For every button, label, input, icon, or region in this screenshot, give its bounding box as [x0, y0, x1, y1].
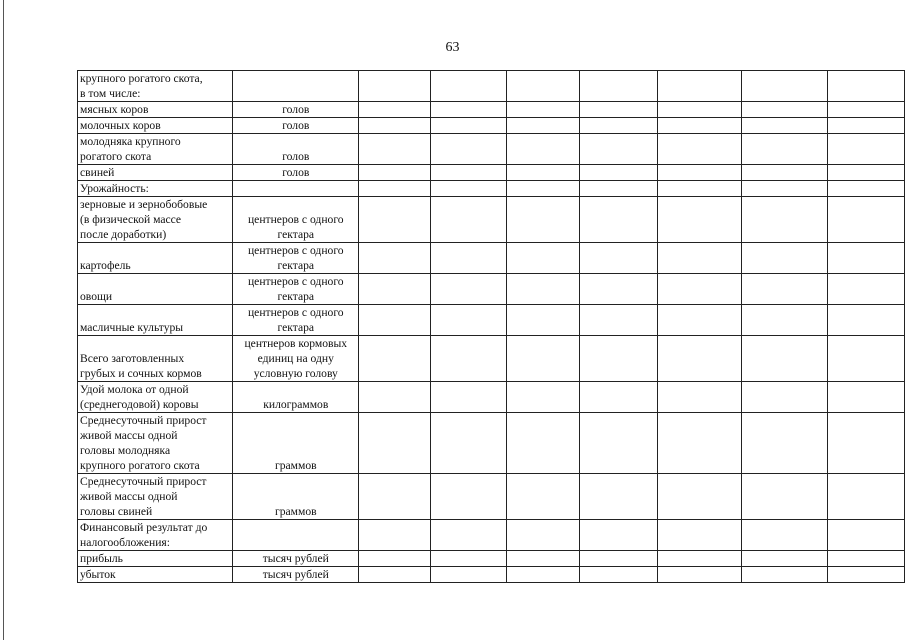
value-cell [359, 382, 430, 413]
unit-cell [233, 134, 359, 165]
value-cell [430, 567, 506, 583]
value-cell [827, 134, 904, 165]
unit-cell [233, 413, 359, 474]
indicator-name-cell [78, 382, 233, 413]
table-row [78, 474, 905, 520]
value-cell [657, 336, 742, 382]
value-cell [827, 165, 904, 181]
value-cell [430, 474, 506, 520]
unit-line: голов [282, 103, 310, 116]
value-cell [742, 520, 827, 551]
value-cell [742, 336, 827, 382]
unit-cell [233, 520, 359, 551]
unit-line: центнеров с одного [247, 244, 344, 257]
value-cell [506, 181, 579, 197]
value-cell [579, 336, 657, 382]
table-row [78, 243, 905, 274]
value-cell [827, 274, 904, 305]
unit-line: граммов [274, 505, 317, 518]
table-row [78, 274, 905, 305]
value-cell [359, 474, 430, 520]
value-cell [657, 567, 742, 583]
indicator-name-cell [78, 134, 233, 165]
indicator-name-line: Финансовый результат до [80, 521, 208, 534]
unit-cell [233, 474, 359, 520]
value-cell [506, 551, 579, 567]
value-cell [827, 336, 904, 382]
value-cell [430, 551, 506, 567]
value-cell [579, 243, 657, 274]
value-cell [742, 382, 827, 413]
indicator-name-line: в том числе: [80, 87, 141, 100]
value-cell [657, 520, 742, 551]
indicator-name-line: убыток [80, 568, 116, 581]
unit-cell [233, 118, 359, 134]
unit-line: тысяч рублей [262, 552, 329, 565]
value-cell [657, 382, 742, 413]
value-cell [506, 567, 579, 583]
value-cell [742, 71, 827, 102]
table-row [78, 382, 905, 413]
value-cell [657, 102, 742, 118]
indicator-name-line: мясных коров [80, 103, 149, 116]
indicator-name-line: головы молодняка [80, 444, 171, 457]
value-cell [359, 197, 430, 243]
indicator-name-cell [78, 165, 233, 181]
unit-line: центнеров с одного [247, 275, 344, 288]
value-cell [430, 181, 506, 197]
value-cell [579, 71, 657, 102]
value-cell [430, 118, 506, 134]
page-number: 63 [445, 40, 460, 55]
unit-line: гектара [277, 290, 315, 303]
value-cell [742, 243, 827, 274]
unit-line: голов [282, 166, 310, 179]
indicator-name-line: картофель [80, 259, 131, 272]
indicator-name-line: молодняка крупного [80, 135, 181, 148]
indicator-name-cell [78, 118, 233, 134]
value-cell [506, 413, 579, 474]
indicator-name-line: Всего заготовленных [80, 352, 185, 365]
value-cell [359, 71, 430, 102]
value-cell [430, 165, 506, 181]
value-cell [657, 197, 742, 243]
value-cell [827, 102, 904, 118]
value-cell [657, 551, 742, 567]
value-cell [742, 305, 827, 336]
value-cell [506, 520, 579, 551]
indicator-name-line: молочных коров [80, 119, 161, 132]
value-cell [359, 567, 430, 583]
value-cell [579, 274, 657, 305]
indicator-name-line: (в физической массе [80, 213, 182, 226]
value-cell [506, 336, 579, 382]
unit-cell [233, 551, 359, 567]
value-cell [430, 274, 506, 305]
indicator-name-line: налогообложения: [80, 536, 170, 549]
indicators-table [77, 70, 905, 583]
table-row [78, 71, 905, 102]
value-cell [742, 118, 827, 134]
table-row [78, 567, 905, 583]
indicator-name-line: живой массы одной [80, 429, 178, 442]
indicator-name-line: Среднесуточный прирост [80, 475, 207, 488]
indicator-name-line: Урожайность: [80, 182, 149, 195]
indicator-name-cell [78, 102, 233, 118]
value-cell [430, 520, 506, 551]
value-cell [827, 305, 904, 336]
value-cell [506, 243, 579, 274]
value-cell [359, 243, 430, 274]
indicator-name-cell [78, 336, 233, 382]
value-cell [657, 165, 742, 181]
indicator-name-line: крупного рогатого скота [80, 459, 200, 472]
unit-line: условную голову [253, 367, 338, 380]
value-cell [742, 413, 827, 474]
value-cell [506, 118, 579, 134]
table-row [78, 413, 905, 474]
value-cell [506, 102, 579, 118]
unit-cell [233, 181, 359, 197]
page-edge-line [3, 0, 4, 640]
value-cell [827, 520, 904, 551]
table-row [78, 551, 905, 567]
value-cell [827, 551, 904, 567]
value-cell [430, 305, 506, 336]
value-cell [430, 382, 506, 413]
value-cell [359, 551, 430, 567]
table-row [78, 305, 905, 336]
value-cell [430, 336, 506, 382]
table-row [78, 181, 905, 197]
indicator-name-cell [78, 181, 233, 197]
unit-line: центнеров с одного [247, 306, 344, 319]
value-cell [430, 71, 506, 102]
value-cell [579, 382, 657, 413]
unit-cell [233, 165, 359, 181]
value-cell [579, 551, 657, 567]
indicator-name-line: зерновые и зернобобовые [80, 198, 208, 211]
table-row [78, 102, 905, 118]
indicator-name-cell [78, 520, 233, 551]
unit-line: граммов [274, 459, 317, 472]
value-cell [657, 181, 742, 197]
value-cell [579, 413, 657, 474]
unit-cell [233, 102, 359, 118]
value-cell [506, 71, 579, 102]
value-cell [742, 274, 827, 305]
unit-cell [233, 382, 359, 413]
value-cell [742, 181, 827, 197]
value-cell [579, 118, 657, 134]
value-cell [579, 567, 657, 583]
value-cell [506, 305, 579, 336]
indicator-name-line: головы свиней [80, 505, 153, 518]
unit-line: голов [282, 150, 310, 163]
indicator-name-line: грубых и сочных кормов [80, 367, 202, 380]
value-cell [430, 413, 506, 474]
unit-line: голов [282, 119, 310, 132]
indicator-name-cell [78, 243, 233, 274]
value-cell [579, 520, 657, 551]
value-cell [827, 243, 904, 274]
value-cell [742, 102, 827, 118]
value-cell [742, 551, 827, 567]
indicator-name-cell [78, 274, 233, 305]
unit-cell [233, 197, 359, 243]
value-cell [827, 474, 904, 520]
indicator-name-cell [78, 551, 233, 567]
indicator-name-line: Среднесуточный прирост [80, 414, 207, 427]
value-cell [359, 413, 430, 474]
table-body [78, 71, 905, 583]
unit-line: центнеров с одного [247, 213, 344, 226]
unit-line: гектара [277, 321, 315, 334]
indicator-name-cell [78, 567, 233, 583]
value-cell [579, 305, 657, 336]
value-cell [506, 474, 579, 520]
indicator-name-line: овощи [80, 290, 113, 303]
value-cell [742, 474, 827, 520]
value-cell [579, 474, 657, 520]
value-cell [359, 305, 430, 336]
value-cell [506, 274, 579, 305]
indicator-name-cell [78, 474, 233, 520]
value-cell [827, 71, 904, 102]
indicator-name-line: прибыль [80, 552, 123, 565]
value-cell [579, 102, 657, 118]
value-cell [657, 71, 742, 102]
value-cell [579, 181, 657, 197]
table-row [78, 520, 905, 551]
value-cell [579, 197, 657, 243]
value-cell [657, 118, 742, 134]
indicator-name-line: масличные культуры [80, 321, 184, 334]
value-cell [359, 274, 430, 305]
value-cell [742, 165, 827, 181]
value-cell [827, 413, 904, 474]
indicator-name-line: свиней [80, 166, 115, 179]
unit-cell [233, 567, 359, 583]
indicator-name-cell [78, 305, 233, 336]
unit-cell [233, 305, 359, 336]
indicator-name-line: после доработки) [80, 228, 167, 241]
indicator-name-cell [78, 71, 233, 102]
table-row [78, 134, 905, 165]
value-cell [742, 197, 827, 243]
table-row [78, 118, 905, 134]
unit-line: центнеров кормовых [244, 337, 348, 350]
indicator-name-line: крупного рогатого скота, [80, 72, 203, 85]
value-cell [430, 197, 506, 243]
value-cell [827, 567, 904, 583]
unit-cell [233, 336, 359, 382]
unit-cell [233, 274, 359, 305]
value-cell [506, 382, 579, 413]
indicator-name-line: рогатого скота [80, 150, 152, 163]
value-cell [742, 134, 827, 165]
unit-line: единиц на одну [257, 352, 334, 365]
value-cell [579, 134, 657, 165]
value-cell [657, 243, 742, 274]
value-cell [359, 520, 430, 551]
table-row [78, 165, 905, 181]
value-cell [657, 413, 742, 474]
value-cell [657, 305, 742, 336]
value-cell [359, 102, 430, 118]
value-cell [827, 197, 904, 243]
value-cell [506, 134, 579, 165]
value-cell [430, 243, 506, 274]
unit-line: гектара [277, 228, 315, 241]
value-cell [359, 118, 430, 134]
value-cell [359, 165, 430, 181]
indicator-name-cell [78, 413, 233, 474]
table-row [78, 336, 905, 382]
indicator-name-line: (среднегодовой) коровы [80, 398, 199, 411]
value-cell [827, 382, 904, 413]
value-cell [579, 165, 657, 181]
value-cell [657, 474, 742, 520]
unit-cell [233, 243, 359, 274]
unit-line: килограммов [263, 398, 329, 411]
value-cell [359, 134, 430, 165]
value-cell [827, 181, 904, 197]
value-cell [827, 118, 904, 134]
value-cell [359, 181, 430, 197]
value-cell [657, 274, 742, 305]
unit-line: гектара [277, 259, 315, 272]
value-cell [742, 567, 827, 583]
value-cell [657, 134, 742, 165]
unit-line: тысяч рублей [262, 568, 329, 581]
value-cell [506, 165, 579, 181]
indicator-name-line: живой массы одной [80, 490, 178, 503]
unit-cell [233, 71, 359, 102]
value-cell [506, 197, 579, 243]
indicator-name-line: Удой молока от одной [80, 383, 189, 396]
value-cell [359, 336, 430, 382]
value-cell [430, 134, 506, 165]
value-cell [430, 102, 506, 118]
indicator-name-cell [78, 197, 233, 243]
table-row [78, 197, 905, 243]
